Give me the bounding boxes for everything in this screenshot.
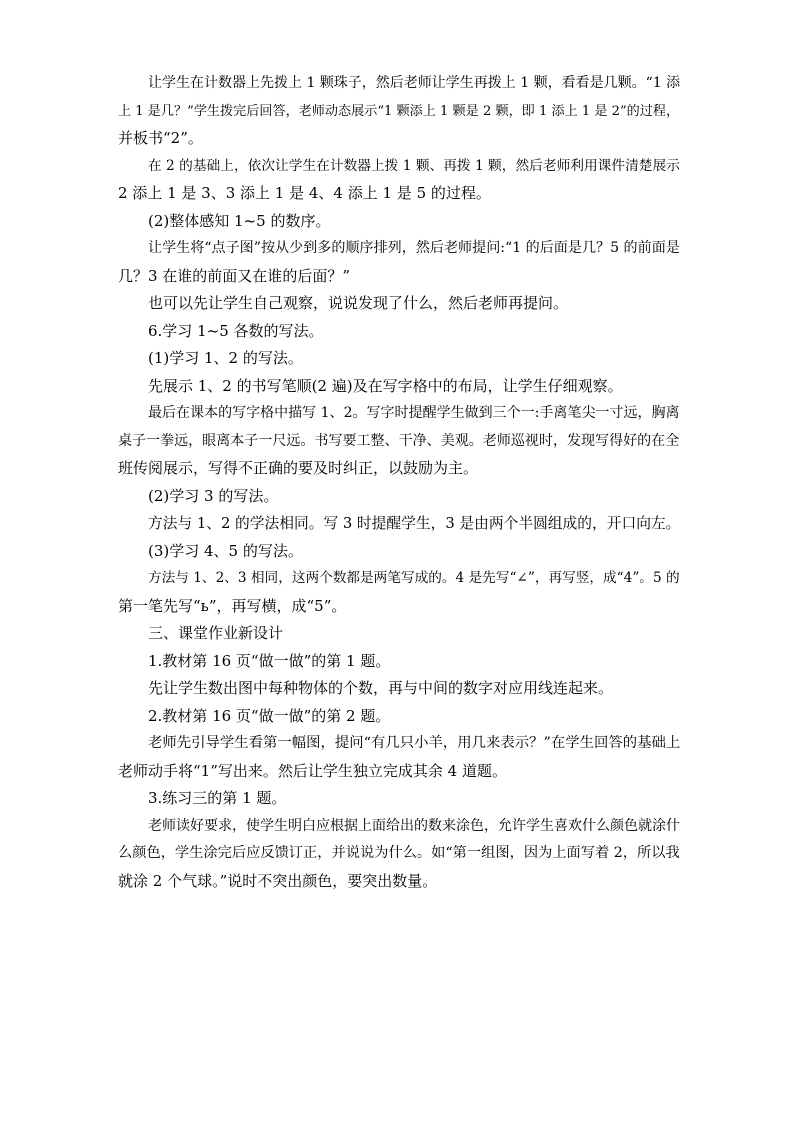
text-line: 最后在课本的写字格中描写 1、2。写字时提醒学生做到三个一:手离笔尖一寸远，胸离 (148, 405, 680, 421)
text-line: 老师读好要求，使学生明白应根据上面给出的数来涂色，允许学生喜欢什么颜色就涂什 (148, 817, 680, 834)
text-line: 并板书“2”。 (118, 129, 203, 147)
text-line: 上 1 是几？”学生拨完后回答，老师动态展示“1 颗添上 1 颗是 2 颗，即 1 添上 1 是 2”的过程， (118, 103, 680, 119)
text-line: 几？3 在谁的前面又在谁的后面？” (118, 266, 350, 285)
text-line: 老师动手将“1”写出来。然后让学生独立完成其余 4 道题。 (118, 761, 507, 780)
subsection-heading: 1.教材第 16 页“做一做”的第 1 题。 (148, 651, 391, 670)
text-line: (2)整体感知 1~5 的数序。 (148, 211, 331, 230)
text-line: 先让学生数出图中每种物体的个数，再与中间的数字对应用线连起来。 (148, 679, 614, 697)
section-heading: 三、课堂作业新设计 (148, 624, 284, 642)
text-line: 在 2 的基础上，依次让学生在计数器上拨 1 颗、再拨 1 颗，然后老师利用课件清楚展示 (148, 157, 680, 174)
subsection-heading: (3)学习 4、5 的写法。 (148, 541, 303, 560)
text-line: 老师先引导学生看第一幅图，提问“有几只小羊，用几来表示？”在学生回答的基础上 (148, 735, 681, 751)
text-line: 让学生在计数器上先拨上 1 颗珠子，然后老师让学生再拨上 1 颗，看看是几颗。“1 添 (148, 75, 681, 91)
text-line: 方法与 1、2、3 相同，这两个数都是两笔写成的。4 是先写“∠”，再写竖，成“4”。5 的 (148, 570, 680, 586)
text-line: 班传阅展示，写得不正确的要及时纠正，以鼓励为主。 (118, 459, 479, 477)
text-line: 么颜色，学生涂完后应反馈订正，并说说为什么。如“第一组图，因为上面写着 2，所以我 (118, 845, 680, 861)
text-line: 桌子一拳远，眼离本子一尺远。书写要工整、干净、美观。老师巡视时，发现写得好的在全 (118, 432, 680, 449)
subsection-heading: 2.教材第 16 页“做一做”的第 2 题。 (148, 706, 391, 725)
subsection-heading: (1)学习 1、2 的写法。 (148, 349, 303, 367)
subsection-heading: (2)学习 3 的写法。 (148, 486, 279, 505)
text-line: 第一笔先写“ь”，再写横，成“5”。 (118, 596, 347, 615)
text-line: 2 添上 1 是 3、3 添上 1 是 4、4 添上 1 是 5 的过程。 (118, 184, 491, 202)
subsection-heading: 3.练习三的第 1 题。 (148, 789, 287, 807)
body-text (118, 70, 688, 895)
section-heading: 6.学习 1~5 各数的写法。 (148, 321, 324, 340)
text-line: 让学生将“点子图”按从少到多的顺序排列，然后老师提问:“1 的后面是几？5 的前面是 (148, 240, 680, 256)
text-line: 方法与 1、2 的学法相同。写 3 时提醒学生，3 是由两个半圆组成的，开口向左。 (148, 515, 681, 532)
text-line: 就涂 2 个气球。”说时不突出颜色，要突出数量。 (118, 871, 438, 890)
text-line: 先展示 1、2 的书写笔顺(2 遍)及在写字格中的布局，让学生仔细观察。 (148, 376, 623, 395)
text-line: 也可以先让学生自己观察，说说发现了什么，然后老师再提问。 (148, 294, 569, 312)
